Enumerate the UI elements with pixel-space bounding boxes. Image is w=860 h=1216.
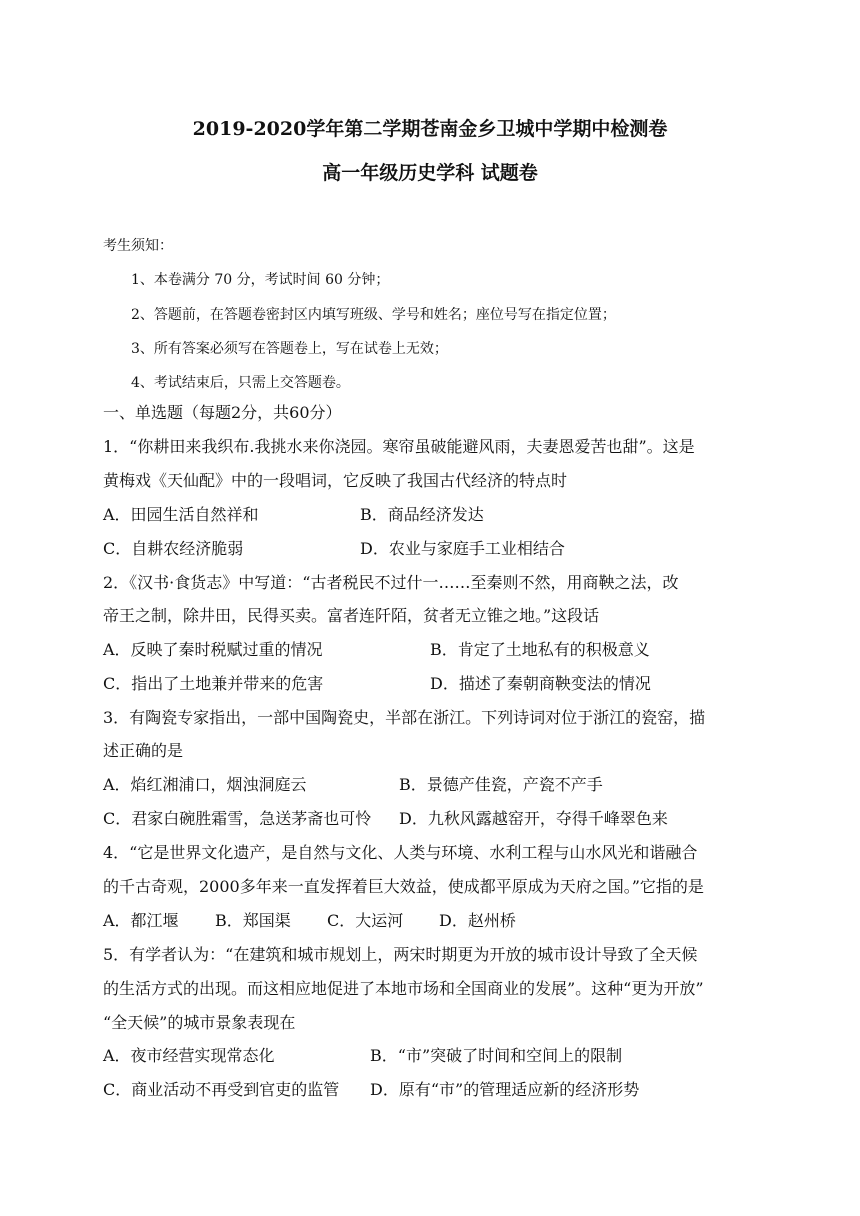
question-1-option-d: D．农业与家庭手工业相结合 [360,539,565,558]
section-heading: 一、单选题（每题2分，共60分） [103,403,342,422]
question-1-stem-line: 黄梅戏《天仙配》中的一段唱词，它反映了我国古代经济的特点时 [103,471,568,490]
question-3-option-d: D．九秋风露越窑开，夺得千峰翠色来 [399,809,668,828]
exam-subtitle: 高一年级历史学科 试题卷 [322,162,538,184]
question-5-option-c: C．商业活动不再受到官吏的监管 [103,1080,340,1099]
question-2-stem-line: 帝王之制，除井田，民得买卖。富者连阡陌，贫者无立锥之地。”这段话 [103,606,600,625]
question-3-option-c: C．君家白碗胜霜雪，急送茅斋也可怜 [103,809,372,828]
question-3-stem-line: 3．有陶瓷专家指出，一部中国陶瓷史，半部在浙江。下列诗词对位于浙江的瓷窑，描 [103,708,706,727]
question-1-option-c: C．自耕农经济脆弱 [103,539,244,558]
question-4-stem-line: 4．“它是世界文化遗产，是自然与文化、人类与环境、水利工程与山水风光和谐融合 [103,843,698,862]
question-2-option-a: A．反映了秦时税赋过重的情况 [103,640,323,659]
question-4-option-c: C．大运河 [327,911,404,930]
question-2-option-d: D．描述了秦朝商鞅变法的情况 [430,674,651,693]
question-1-option-b: B．商品经济发达 [360,505,484,524]
question-4-stem-line: 的千古奇观，2000多年来一直发挥着巨大效益，使成都平原成为天府之国。”它指的是 [103,877,704,896]
notice-item: 2、答题前，在答题卷密封区内填写班级、学号和姓名；座位号写在指定位置； [131,307,616,323]
question-2-option-c: C．指出了土地兼并带来的危害 [103,674,324,693]
question-3-option-a: A．焰红湘浦口，烟浊洞庭云 [103,775,307,794]
question-3-option-b: B．景德产佳瓷，产瓷不产手 [399,775,603,794]
question-1-option-a: A．田园生活自然祥和 [103,505,259,524]
question-5-stem-line: 5．有学者认为：“在建筑和城市规划上，两宋时期更为开放的城市设计导致了全天候 [103,945,698,964]
notice-item: 3、所有答案必须写在答题卷上，写在试卷上无效； [131,341,448,357]
question-4-option-a: A．都江堰 [103,911,179,930]
notice-item: 1、本卷满分 70 分，考试时间 60 分钟； [131,272,390,288]
question-5-option-d: D．原有“市”的管理适应新的经济形势 [370,1080,640,1099]
question-3-stem-line: 述正确的是 [103,741,184,760]
question-4-option-b: B．郑国渠 [215,911,291,930]
question-1-stem-line: 1．“你耕田来我织布.我挑水来你浇园。寒帘虽破能避风雨，夫妻恩爱苦也甜”。这是 [103,437,695,456]
question-2-option-b: B．肯定了土地私有的积极意义 [430,640,650,659]
notice-heading: 考生须知： [103,238,173,254]
question-5-stem-line: 的生活方式的出现。而这相应地促进了本地市场和全国商业的发展”。这种“更为开放” [103,979,704,998]
question-4-option-d: D．赵州桥 [439,911,516,930]
question-2-stem-line: 2．《汉书·食货志》中写道：“古者税民不过什一……至秦则不然，用商鞅之法，改 [103,573,679,592]
exam-title: 2019-2020学年第二学期苍南金乡卫城中学期中检测卷 [192,118,668,140]
question-5-option-a: A．夜市经营实现常态化 [103,1046,275,1065]
notice-item: 4、考试结束后，只需上交答题卷。 [131,375,350,391]
question-5-option-b: B．“市”突破了时间和空间上的限制 [370,1046,623,1065]
question-5-stem-line: “全天候”的城市景象表现在 [103,1013,296,1032]
